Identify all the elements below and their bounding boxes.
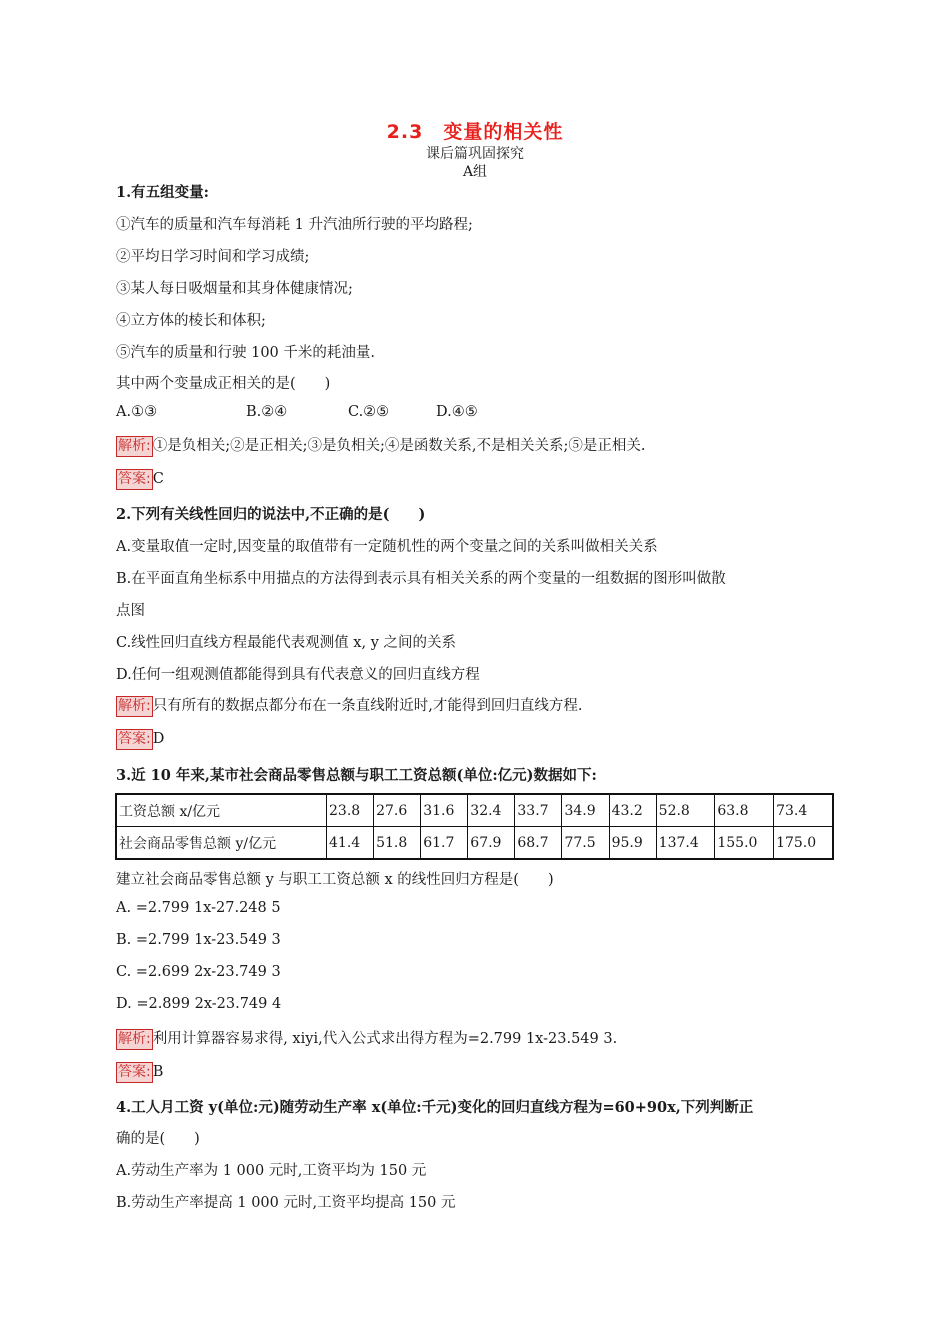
table-cell: 68.7 (515, 827, 562, 860)
table-row (116, 827, 833, 860)
q2-option-b-cont: 点图 (116, 603, 145, 619)
table-cell: 23.8 (327, 794, 374, 827)
q3-option-c: C. =2.699 2x-23.749 3 (116, 964, 281, 980)
table-cell: 41.4 (327, 827, 374, 860)
q1-item: ⑤汽车的质量和行驶 100 千米的耗油量. (116, 345, 376, 361)
analysis-tag: 解析: (116, 436, 153, 457)
q4-option-b: B.劳动生产率提高 1 000 元时,工资平均提高 150 元 (116, 1195, 456, 1211)
table-cell: 155.0 (715, 827, 774, 860)
table-cell: 73.4 (774, 794, 833, 827)
table-cell: 175.0 (774, 827, 833, 860)
analysis-text: ①是负相关;②是正相关;③是负相关;④是函数关系,不是相关关系;⑤是正相关. (152, 438, 646, 454)
q2-option-b: B.在平面直角坐标系中用描点的方法得到表示具有相关关系的两个变量的一组数据的图形叫做散 (116, 571, 726, 587)
table-cell: 95.9 (609, 827, 656, 860)
q4-stem: 4.工人月工资 y(单位:元)随劳动生产率 x(单位:千元)变化的回归直线方程为=60+90x,下列判断正 (116, 1099, 754, 1116)
table-cell: 社会商品零售总额 y/亿元 (116, 827, 327, 860)
q3-option-a: A. =2.799 1x-27.248 5 (116, 900, 281, 916)
table-cell: 32.4 (468, 794, 515, 827)
table-cell: 27.6 (374, 794, 421, 827)
q2-analysis (116, 694, 582, 717)
q1-item: ④立方体的棱长和体积; (116, 313, 266, 329)
q4-stem-cont: 确的是( ) (116, 1131, 200, 1147)
q1-option-a: A.①③ (116, 404, 158, 420)
q2-option-c: C.线性回归直线方程最能代表观测值 x, y 之间的关系 (116, 635, 456, 651)
q1-option-d: D.④⑤ (436, 404, 478, 420)
page-title: 2.3 变量的相关性 (386, 121, 564, 143)
table-cell: 63.8 (715, 794, 774, 827)
q2-option-a: A.变量取值一定时,因变量的取值带有一定随机性的两个变量之间的关系叫做相关关系 (116, 539, 658, 555)
analysis-tag: 解析: (116, 1029, 153, 1050)
table-cell: 43.2 (609, 794, 656, 827)
table-cell: 工资总额 x/亿元 (116, 794, 327, 827)
analysis-text: 利用计算器容易求得, xiyi,代入公式求出得方程为=2.799 1x-23.549 3. (152, 1031, 618, 1047)
table-row (116, 794, 833, 827)
q3-analysis (116, 1027, 617, 1050)
q4-option-a: A.劳动生产率为 1 000 元时,工资平均为 150 元 (116, 1163, 427, 1179)
analysis-text: 只有所有的数据点都分布在一条直线附近时,才能得到回归直线方程. (152, 698, 583, 714)
table-cell: 77.5 (562, 827, 609, 860)
page-subtitle: 课后篇巩固探究 (426, 146, 524, 162)
table-cell: 67.9 (468, 827, 515, 860)
table-cell: 61.7 (421, 827, 468, 860)
q1-item: ③某人每日吸烟量和其身体健康情况; (116, 281, 353, 297)
q1-option-b: B.②④ (246, 404, 288, 420)
table-cell: 31.6 (421, 794, 468, 827)
q1-question: 其中两个变量成正相关的是( ) (116, 376, 331, 392)
table-cell: 137.4 (656, 827, 715, 860)
q3-option-d: D. =2.899 2x-23.749 4 (116, 996, 282, 1012)
table-cell: 33.7 (515, 794, 562, 827)
q1-item: ②平均日学习时间和学习成绩; (116, 249, 310, 265)
answer-text: D (152, 731, 165, 747)
answer-tag: 答案: (116, 1062, 153, 1083)
analysis-tag: 解析: (116, 696, 153, 717)
table-cell: 52.8 (656, 794, 715, 827)
q3-stem: 3.近 10 年来,某市社会商品零售总额与职工工资总额(单位:亿元)数据如下: (116, 767, 597, 784)
q2-stem: 2.下列有关线性回归的说法中,不正确的是( ) (116, 506, 426, 523)
answer-text: C (152, 471, 164, 487)
q1-option-c: C.②⑤ (348, 404, 390, 420)
answer-tag: 答案: (116, 729, 153, 750)
q1-analysis (116, 434, 645, 457)
data-table (115, 793, 834, 860)
table-cell: 34.9 (562, 794, 609, 827)
answer-text: B (152, 1064, 164, 1080)
q3-option-b: B. =2.799 1x-23.549 3 (116, 932, 281, 948)
q1-options (116, 404, 478, 420)
q1-stem: 1.有五组变量: (116, 184, 209, 201)
q1-item: ①汽车的质量和汽车每消耗 1 升汽油所行驶的平均路程; (116, 217, 473, 233)
q3-question: 建立社会商品零售总额 y 与职工工资总额 x 的线性回归方程是( ) (116, 872, 554, 888)
group-label: A组 (462, 164, 488, 180)
q1-answer (116, 469, 164, 490)
table-cell: 51.8 (374, 827, 421, 860)
q2-option-d: D.任何一组观测值都能得到具有代表意义的回归直线方程 (116, 667, 480, 683)
answer-tag: 答案: (116, 469, 153, 490)
q3-answer (116, 1062, 163, 1083)
q2-answer (116, 729, 164, 750)
